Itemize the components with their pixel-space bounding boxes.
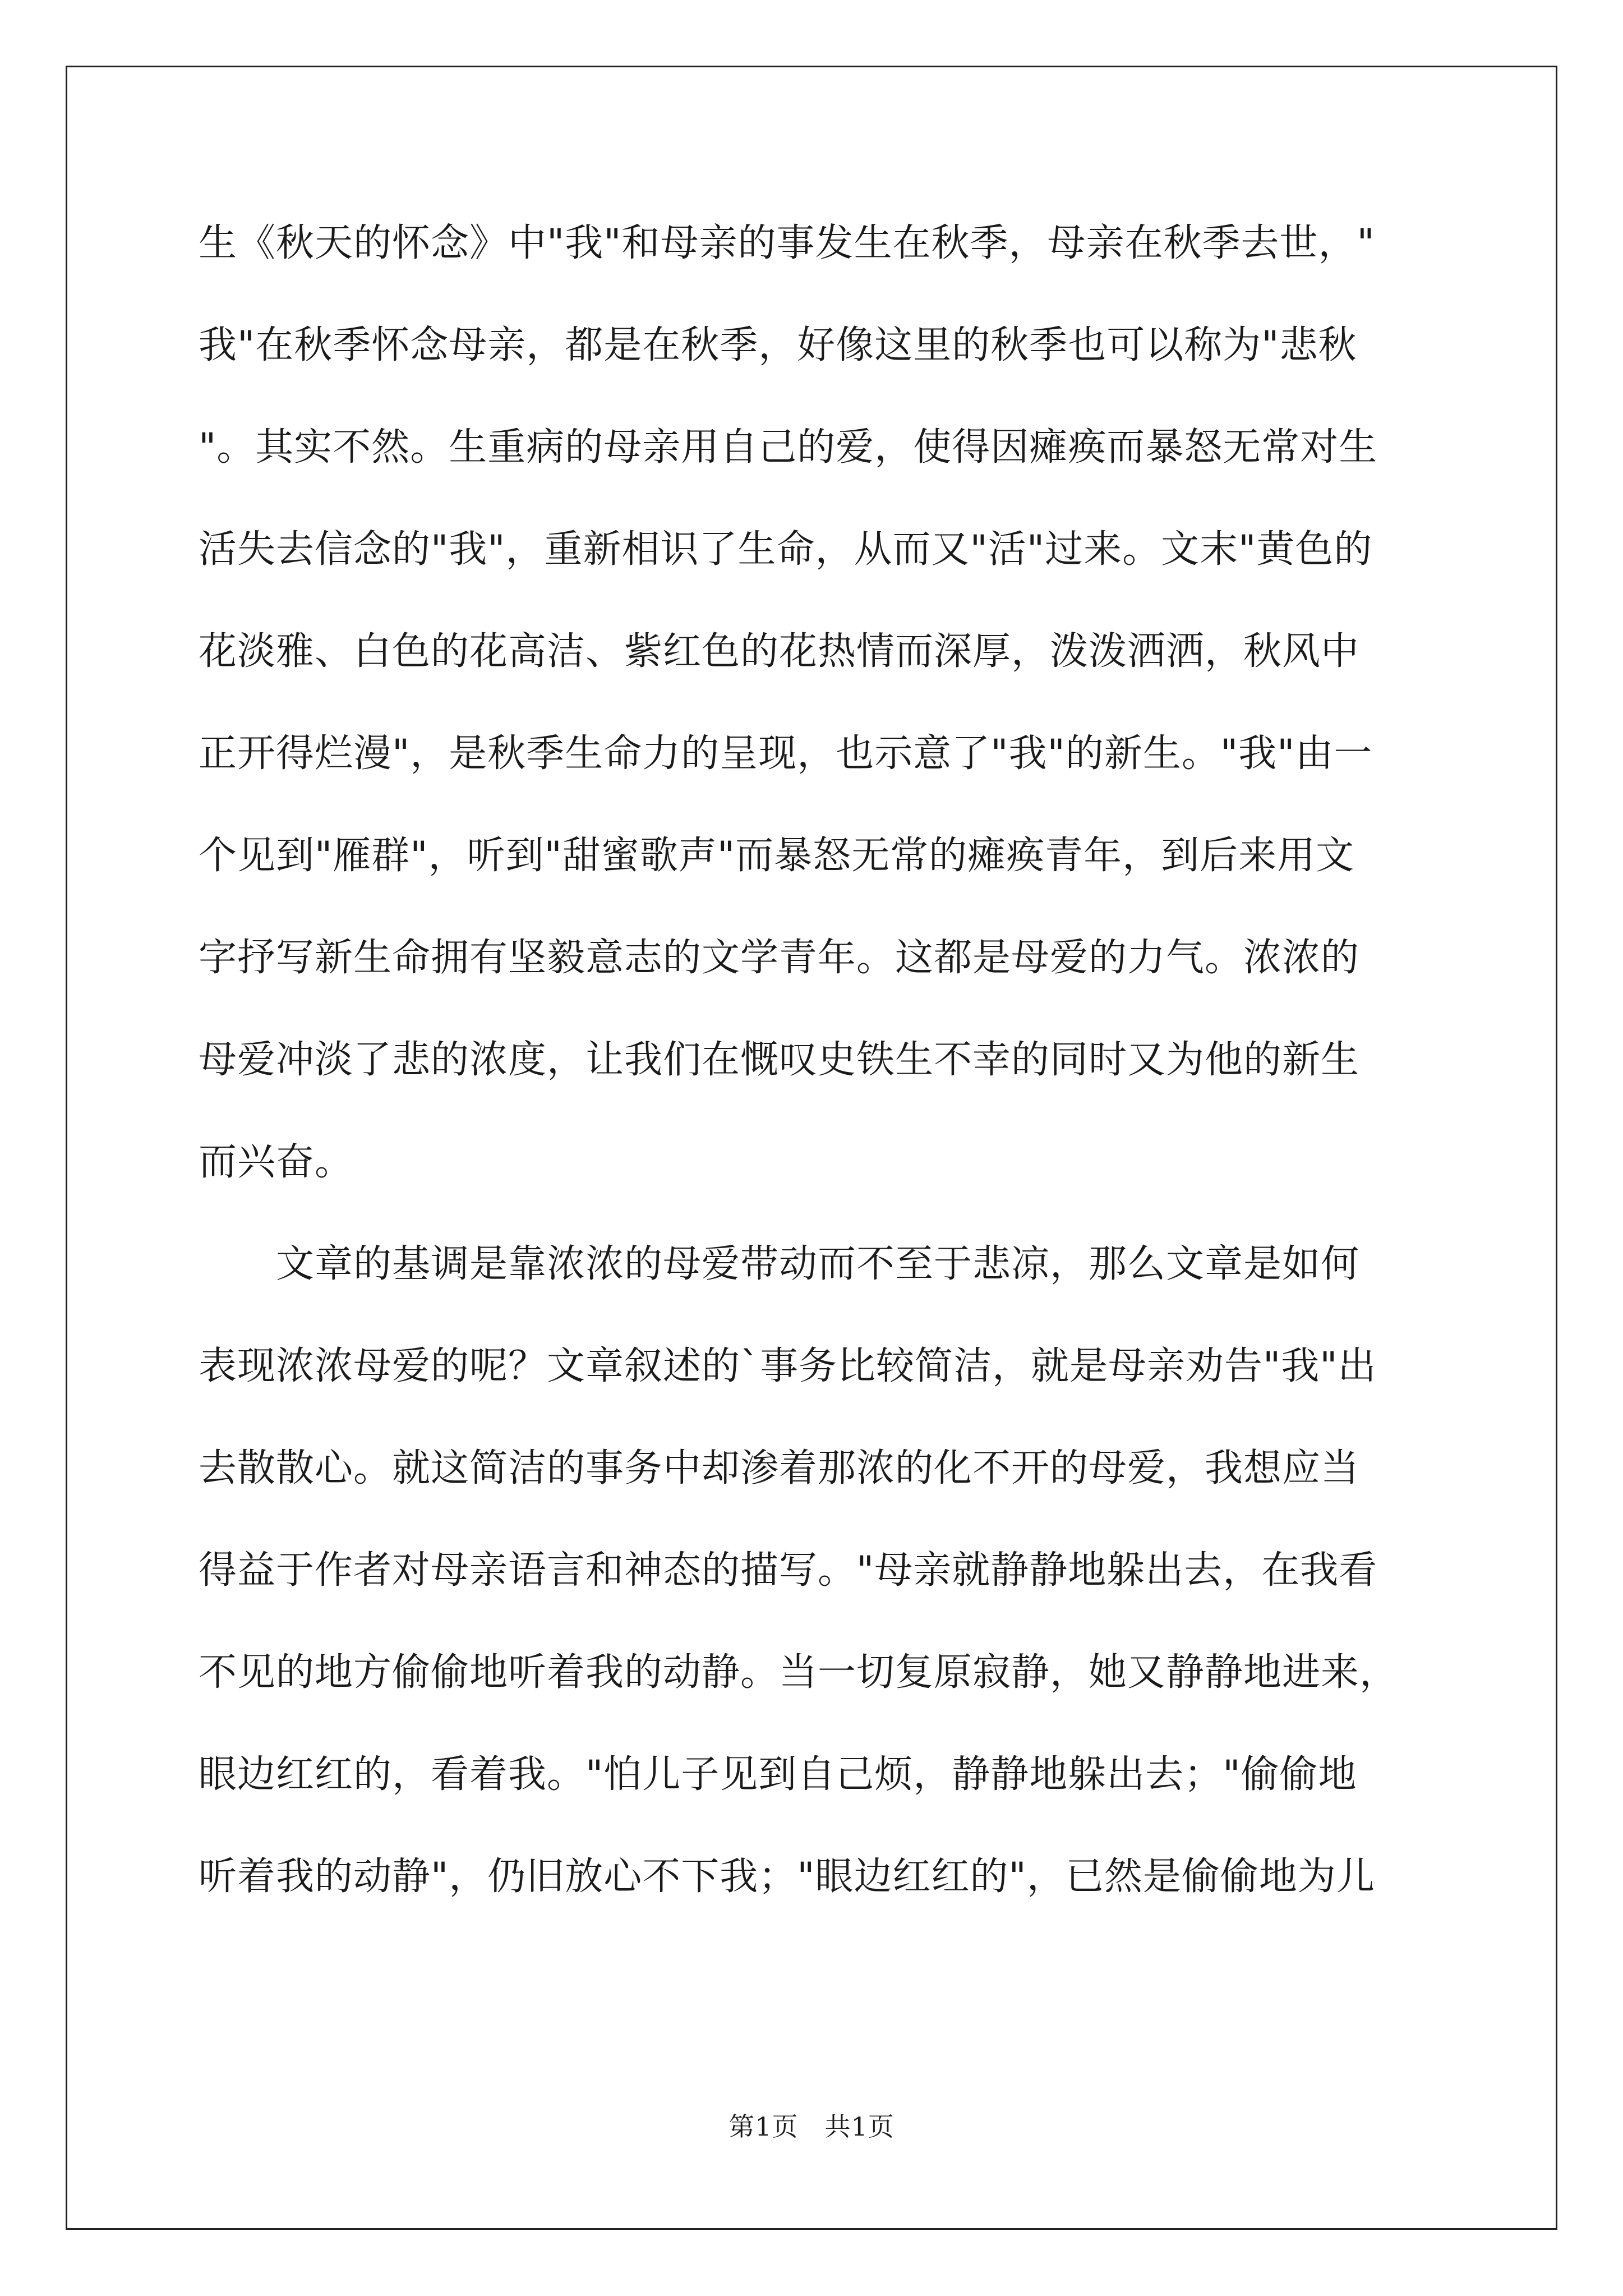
- page-footer: 第1页 共1页: [728, 2111, 895, 2142]
- text-line: 个见到"雁群"，听到"甜蜜歌声"而暴怒无常的瘫痪青年，到后来用文: [199, 834, 1355, 878]
- text-line: 而兴奋。: [199, 1140, 354, 1184]
- text-line: 字抒写新生命拥有坚毅意志的文学青年。这都是母爱的力气。浓浓的: [199, 936, 1360, 980]
- text-line: 得益于作者对母亲语言和神态的描写。"母亲就静静地躲出去，在我看: [199, 1548, 1378, 1593]
- text-line: 花淡雅、白色的花高洁、紫红色的花热情而深厚，泼泼洒洒，秋风中: [199, 629, 1360, 674]
- document-body: [199, 192, 1427, 1928]
- text-line: 母爱冲淡了悲的浓度，让我们在慨叹史铁生不幸的同时又为他的新生: [199, 1038, 1360, 1082]
- text-line: 眼边红红的，看着我。"怕儿子见到自己烦，静静地躲出去；"偷偷地: [199, 1752, 1357, 1797]
- text-line: 活失去信念的"我"，重新相识了生命，从而又"活"过来。文末"黄色的: [199, 527, 1373, 572]
- text-line: 正开得烂漫"，是秋季生命力的呈现，也示意了"我"的新生。"我"由一: [199, 731, 1373, 776]
- text-line: 去散散心。就这简洁的事务中却渗着那浓的化不开的母爱，我想应当: [199, 1446, 1360, 1490]
- text-line: 文章的基调是靠浓浓的母爱带动而不至于悲凉，那么文章是如何: [199, 1242, 1360, 1286]
- text-line: 不见的地方偷偷地听着我的动静。当一切复原寂静，她又静静地进来，: [199, 1650, 1399, 1695]
- text-line: 表现浓浓母爱的呢？文章叙述的`事务比较简洁，就是母亲劝告"我"出: [199, 1344, 1377, 1388]
- text-line: 生《秋天的怀念》中"我"和母亲的事发生在秋季，母亲在秋季去世，": [199, 221, 1375, 265]
- text-line: "。其实不然。生重病的母亲用自己的爱，使得因瘫痪而暴怒无常对生: [199, 425, 1378, 470]
- text-line: 听着我的动静"，仍旧放心不下我；"眼边红红的"，已然是偷偷地为儿: [199, 1855, 1375, 1899]
- text-line: 我"在秋季怀念母亲，都是在秋季，好像这里的秋季也可以称为"悲秋: [199, 323, 1357, 367]
